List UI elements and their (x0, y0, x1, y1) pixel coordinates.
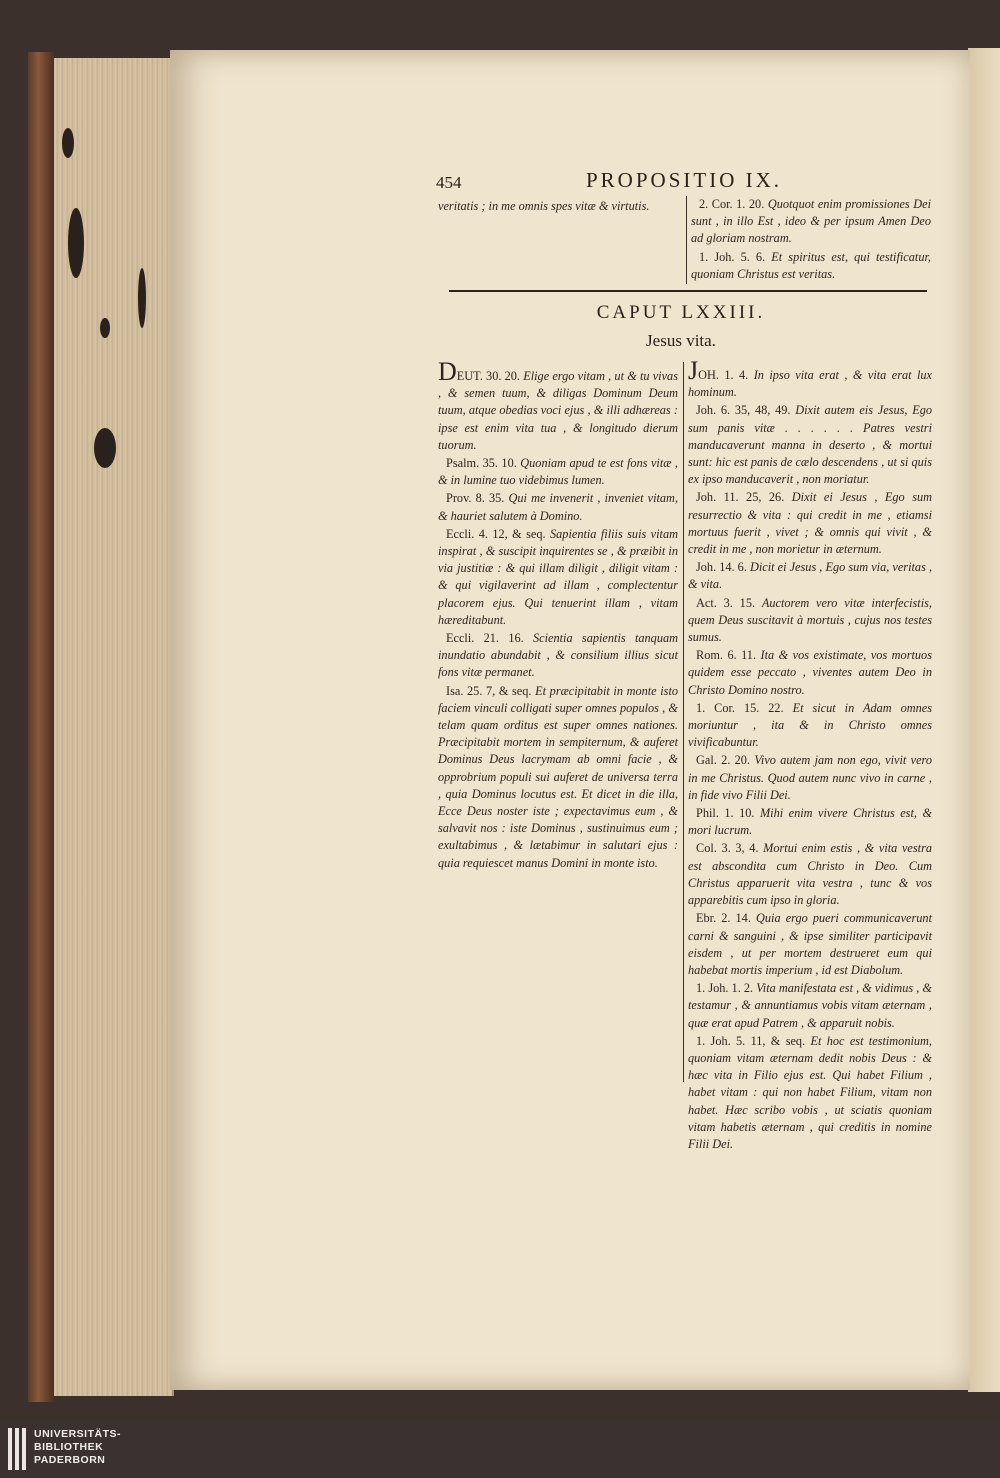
verse-entry (688, 805, 932, 839)
verse-entry (688, 752, 932, 804)
verse-entry (688, 840, 932, 909)
verse-reference: Eccli. 21. 16. (446, 631, 524, 646)
library-line: UNIVERSITÄTS- (34, 1428, 122, 1440)
verse-entry (438, 526, 678, 629)
verse-text: Et sicut in Adam omnes moriuntur , ita & in Christo omnes vivificabuntur. (688, 700, 933, 750)
verse-reference: Joh. 11. 25, 26. (696, 490, 785, 505)
library-footer (0, 1420, 1000, 1478)
running-title: PROPOSITIO IX. (586, 168, 783, 192)
verse-reference: Eccli. 4. 12, & seq. (446, 526, 546, 541)
verse-reference: Gal. 2. 20. (696, 753, 751, 768)
verse-reference: Ebr. 2. 14. (696, 911, 751, 926)
chapter-rule (449, 290, 927, 292)
ink-stain (100, 318, 110, 338)
verse-reference: 1. Joh. 5. 11, & seq. (696, 1033, 806, 1048)
verse-entry (438, 490, 678, 524)
verse-text: Et hoc est testimonium, quoniam vitam æternam dedit nobis Deus : & hæc vita in Filio ejus est. Qui habet Filium , habet vitam : qui non habet Filium, vitam non habet. Hæc scribo vobis , ut sciatis quoniam vitam habetis æternam , qui creditis in nomine Filii Dei. (688, 1033, 932, 1151)
page-edges (54, 58, 174, 1396)
top-right-column (686, 196, 931, 284)
verse-entry (688, 595, 932, 647)
verse-text: Ita & vos existimate, vos mortuos quidem esse peccato , viventes autem Deo in Christo Domino nostro. (688, 648, 932, 697)
verse-entry (688, 489, 932, 558)
verse-text: Mihi enim vivere Christus est, & mori lucrum. (688, 806, 933, 838)
verse-entry (688, 910, 932, 979)
library-line: PADERBORN (34, 1454, 106, 1466)
ink-stain (138, 268, 146, 328)
verse-reference: Joh. 6. 35, 48, 49. (696, 403, 791, 418)
verse-text: Quotquot enim promissiones Dei sunt , in illo Est , ideo & per ipsum Amen Deo ad gloriam nostram. (691, 197, 932, 246)
verse-entry (688, 1033, 932, 1153)
verse-text: Elige ergo vitam , ut & tu vivas , & semen tuum, & diligas Dominum Deum tuum, atque obedias voci ejus , & illi adhæreas : ipse est enim vita tua , & longitudo dierum tuorum. (438, 369, 678, 452)
verse-reference: 1. Joh. 5. 6. (699, 249, 766, 264)
verse-text: Quia ergo pueri communicaverunt carni & sanguini , & ipse similiter participavit eisdem , ut per mortem destrueret eum qui habebat mortis imperium , id est Diabolum. (688, 911, 932, 977)
verse-reference: Psalm. 35. 10. (446, 456, 517, 471)
verse-reference: Act. 3. 15. (696, 595, 756, 610)
verse-entry (438, 630, 678, 682)
verse-text: Scientia sapientis tanquam inundatio abundabit , & consilium illius sicut fons vitæ permanet. (438, 631, 678, 680)
verse-text: Auctorem vero vitæ interfecistis, quem Deus suscitavit à mortuis , cujus nos testes sumus. (688, 595, 932, 645)
verse-reference: 1. Cor. 15. 22. (696, 700, 784, 715)
verse-text: Et præcipitabit in monte isto faciem vinculi colligati super omnes populos , & telam quam orditus est super omnes nationes. Præcipitabit mortem in sempiternum, & auferet Dominus Deus lacrymam ab omni facie , & opprobrium populi sui auferet de universa terra , quia Dominus locutus est. Et dicet in die illa, Ecce Deus noster iste ; expectavimus eum , & salvavit nos : iste Dominus , sustinuimus eum ; exultabimus , & lætabimur in salutari ejus : quia requiescet manus Domini in monte isto. (438, 683, 679, 870)
verse-reference: Phil. 1. 10. (696, 806, 755, 821)
next-page-edge (968, 48, 1000, 1392)
page-number: 454 (436, 173, 462, 192)
running-header (430, 168, 910, 194)
verse-text: Quoniam apud te est fons vitæ , & in lumine tuo videbimus lumen. (438, 456, 679, 488)
verse-entry (691, 249, 931, 283)
book-binding (28, 52, 54, 1402)
left-column (438, 357, 679, 873)
verse-reference: Col. 3. 3, 4. (696, 841, 759, 856)
verse-reference: Isa. 25. 7, & seq. (446, 683, 532, 698)
verse-text: Mortui enim estis , & vita vestra est abscondita cum Christo in Deo. Cum Christus apparuerit vita vestra , tunc & vos apparebitis cum ipso in gloria. (688, 841, 933, 908)
verse-entry (688, 402, 932, 488)
library-line: BIBLIOTHEK (34, 1441, 104, 1453)
verse-text: Qui me invenerit , inveniet vitam, & hauriet salutem à Domino. (438, 491, 679, 523)
continuation-text: veritatis ; in me omnis spes vitæ & virtutis. (438, 199, 650, 213)
verse-reference: 1. Joh. 1. 2. (696, 981, 754, 996)
drop-capital: J (688, 356, 699, 385)
ink-stain (94, 428, 116, 468)
verse-reference: Joh. 14. 6. (696, 560, 747, 575)
verse-entry (688, 356, 933, 401)
verse-text: Dixit autem eis Jesus, Ego sum panis vitæ . . . . . . Patres vestri manducaverunt manna in deserto , & mortui sunt: hic est panis de cælo descendens , ut si quis ex ipso manducaverit , non moriatur. (688, 403, 932, 487)
verse-text: Vivo autem jam non ego, vivit vero in me Christus. Quod autem nunc vivo in carne , in fide vivo Filii Dei. (688, 753, 933, 802)
library-logo-icon (8, 1428, 28, 1470)
verse-text: Sapientia filiis suis vitam inspirat , & suscipit inquirentes se , & præibit in via justitiæ : & qui illam diligit , diligit vitam : & qui vigilaverint ad illam , complectentur placorem ejus. Qui tenuerint illam , vitam hæreditabunt. (438, 526, 678, 627)
verse-entry (438, 683, 678, 872)
verse-reference: 2. Cor. 1. 20. (699, 197, 765, 211)
verse-reference: Rom. 6. 11. (696, 648, 757, 663)
verse-text: Dixit ei Jesus , Ego sum resurrectio & vita : qui credit in me , etiamsi mortuus fuerit , vivet ; & omnis qui vivit , & credit in me , non morietur in æternum. (688, 490, 933, 557)
verse-reference: Prov. 8. 35. (446, 491, 505, 506)
verse-entry (438, 357, 678, 454)
drop-capital: D (438, 357, 457, 386)
ink-stain (68, 208, 84, 278)
library-name (34, 1428, 121, 1467)
ink-stain (62, 128, 74, 158)
verse-text: Et spiritus est, qui testificatur, quoniam Christus est veritas. (691, 249, 931, 281)
verse-text: Vita manifestata est , & vidimus , & testamur , & annuntiamus vobis vitam æternam , quæ erat apud Patrem , & apparuit nobis. (688, 981, 932, 1030)
right-column (683, 356, 933, 1151)
verse-text: In ipso vita erat , & vita erat lux hominum. (688, 368, 933, 400)
verse-entry (688, 980, 932, 1032)
verse-entry (691, 196, 931, 248)
verse-entry (688, 559, 932, 593)
chapter-subtitle: Jesus vita. (646, 331, 716, 350)
verse-entry (688, 647, 932, 699)
verse-entry (438, 455, 678, 489)
chapter-title: CAPUT LXXIII. (596, 302, 766, 323)
verse-reference: EUT. 30. 20. (456, 369, 520, 383)
verse-reference: OH. 1. 4. (698, 368, 749, 382)
verse-text: Dicit ei Jesus , Ego sum via, veritas , & vita. (688, 560, 933, 592)
verse-entry (688, 700, 932, 752)
